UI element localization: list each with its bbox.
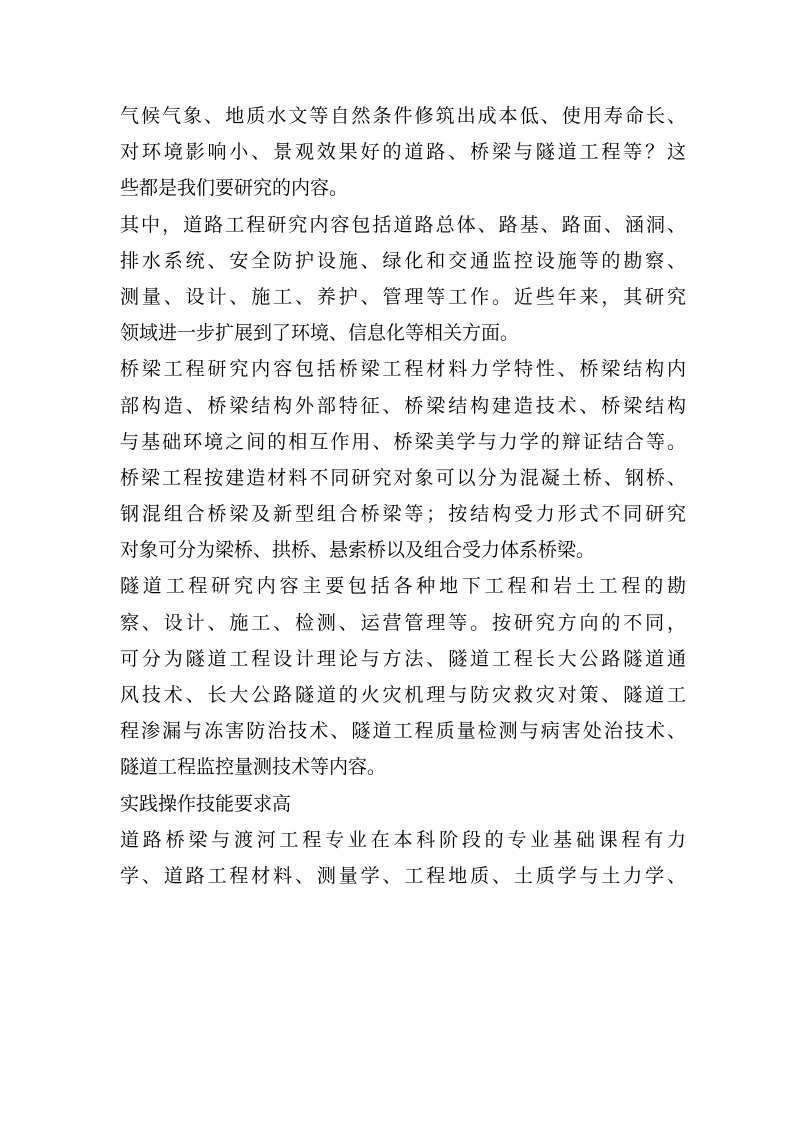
text-line: 道路桥梁与渡河工程专业在本科阶段的专业基础课程有力	[120, 828, 686, 851]
text-line: 可分为隧道工程设计理论与方法、隧道工程长大公路隧道通	[120, 647, 686, 670]
text-line: 隧道工程研究内容主要包括各种地下工程和岩土工程的勘	[120, 575, 686, 598]
text-line: 领域进一步扩展到了环境、信息化等相关方面。	[120, 322, 520, 345]
text-line: 测量、设计、施工、养护、管理等工作。近些年来，其研究	[120, 285, 686, 308]
text-line: 察、设计、施工、检测、运营管理等。按研究方向的不同，	[120, 611, 686, 634]
text-line: 桥梁工程按建造材料不同研究对象可以分为混凝土桥、钢桥、	[120, 466, 686, 489]
body-text	[120, 98, 686, 894]
text-line: 桥梁工程研究内容包括桥梁工程材料力学特性、桥梁结构内	[120, 358, 686, 381]
text-line: 隧道工程监控量测技术等内容。	[120, 756, 387, 779]
text-line: 与基础环境之间的相互作用、桥梁美学与力学的辩证结合等。	[120, 430, 686, 453]
text-line: 程渗漏与冻害防治技术、隧道工程质量检测与病害处治技术、	[120, 720, 686, 743]
text-line: 学、道路工程材料、测量学、工程地质、土质学与土力学、	[120, 864, 686, 887]
text-line: 些都是我们要研究的内容。	[120, 177, 349, 200]
text-line: 对象可分为梁桥、拱桥、悬索桥以及组合受力体系桥梁。	[120, 539, 596, 562]
text-line: 排水系统、安全防护设施、绿化和交通监控设施等的勘察、	[120, 249, 686, 272]
text-line: 部构造、桥梁结构外部特征、桥梁结构建造技术、桥梁结构	[120, 394, 686, 417]
text-line: 风技术、长大公路隧道的火灾机理与防灾救灾对策、隧道工	[120, 684, 686, 706]
text-line: 钢混组合桥梁及新型组合桥梁等；按结构受力形式不同研究	[120, 503, 686, 526]
text-line: 其中，道路工程研究内容包括道路总体、路基、路面、涵洞、	[120, 213, 686, 236]
section-heading: 实践操作技能要求高	[120, 792, 292, 815]
text-line: 气候气象、地质水文等自然条件修筑出成本低、使用寿命长、	[120, 105, 686, 127]
text-line: 对环境影响小、景观效果好的道路、桥梁与隧道工程等？这	[120, 141, 686, 164]
